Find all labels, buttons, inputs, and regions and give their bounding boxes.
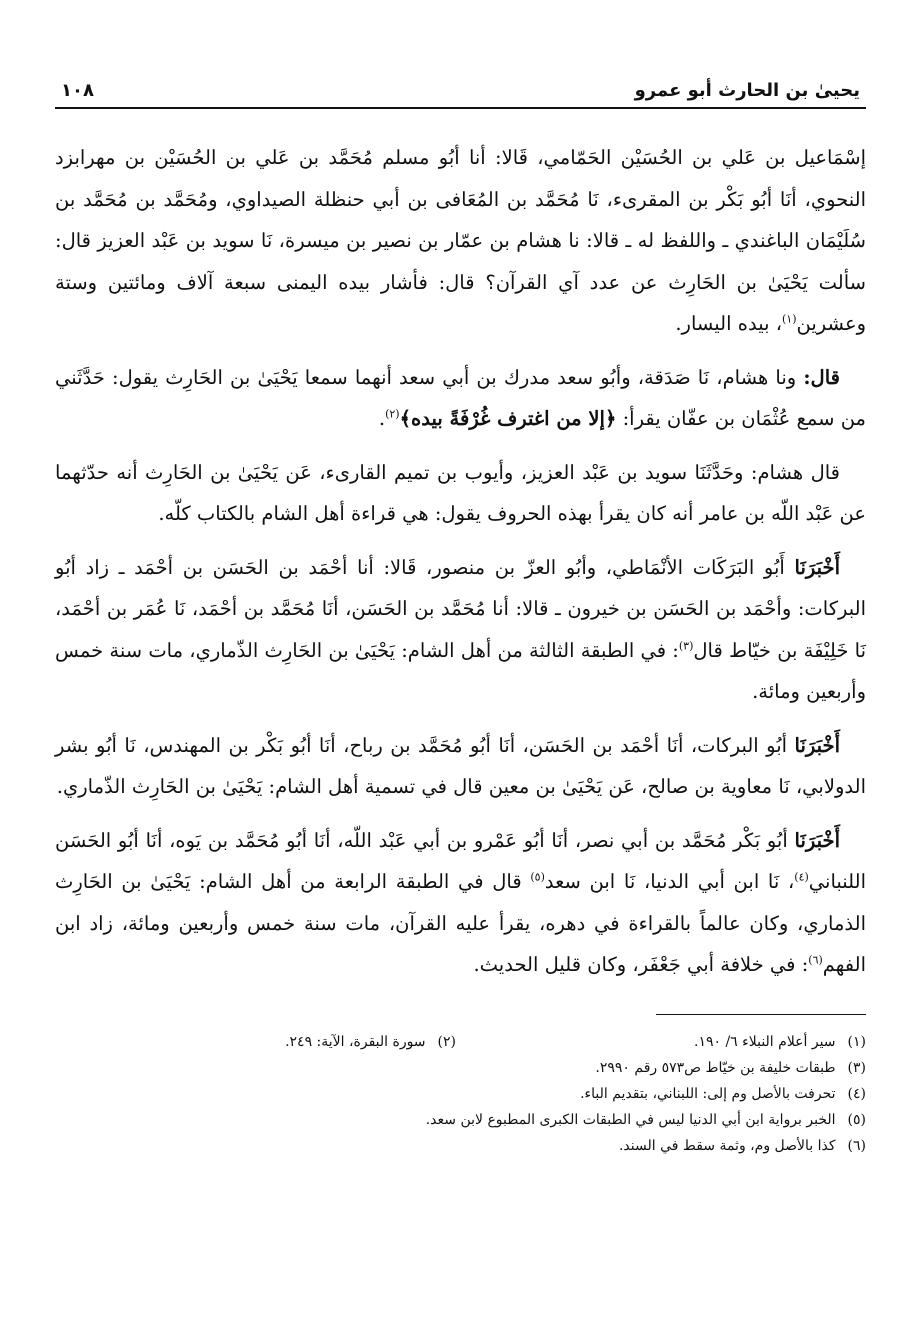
paragraph-lead: أَخْبَرَنَا — [794, 733, 840, 757]
paragraph-5 — [55, 725, 866, 808]
footnote-ref: (٣) — [678, 639, 694, 652]
footnote-row — [55, 1029, 866, 1055]
footnote-text: سورة البقرة، الآية: ٢٤٩. — [285, 1033, 426, 1050]
footnote-number: (٢) — [437, 1033, 456, 1050]
paragraph-text: ، نَا ابن أبي الدنيا، نَا ابن سعد — [544, 870, 795, 893]
footnote-ref: (١) — [782, 312, 797, 326]
footnote-6 — [619, 1133, 866, 1159]
footnote-text: كذا بالأصل وم، وثمة سقط في السند. — [618, 1137, 836, 1154]
paragraph-6 — [55, 820, 866, 986]
footnote-text: سير أعلام النبلاء ٦/ ١٩٠. — [693, 1033, 836, 1050]
paragraph-text: قال في الطبقة الرابعة من أهل الشام: يَحْيَىٰ بن الحَارِث الذماري، وكان عالماً بالقراءة في دهره، يقرأ عليه القرآن، مات سنة خمس وأربعين ومائة، زاد ابن الفهم — [55, 870, 866, 976]
paragraph-text: قال هشام: وحَدَّثَنَا سويد بن عَبْد العزيز، وأيوب بن تميم القارىء، عَن يَحْيَىٰ بن الحَارِث أنه حدّثهما عن عَبْد اللّه بن عامر أنه كان يقرأ بهذه الحروف يقول: هي قراءة أهل الشام بالكتاب كلّه. — [55, 460, 866, 525]
footnote-ref: (٦) — [808, 953, 823, 967]
footnote-row — [55, 1055, 866, 1081]
paragraph-4 — [55, 547, 866, 713]
footnote-row — [55, 1081, 866, 1107]
paragraph-2 — [55, 357, 866, 440]
footnote-4 — [580, 1081, 866, 1107]
paragraph-lead: أَخْبَرَنَا — [794, 828, 840, 852]
footnote-text: طبقات خليفة بن خيّاط ص٥٧٣ رقم ٢٩٩٠. — [595, 1059, 836, 1076]
page-number: ١٠٨ — [61, 80, 94, 101]
header-rule — [55, 107, 866, 109]
footnote-row — [55, 1107, 866, 1133]
main-text — [55, 137, 866, 986]
footnote-text: تحرفت بالأصل وم إلى: اللبناني، بتقديم الباء. — [580, 1085, 836, 1102]
footnote-number: (٣) — [847, 1059, 866, 1076]
running-title: يحيىٰ بن الحارث أبو عمرو — [634, 80, 860, 101]
footnote-row — [55, 1133, 866, 1159]
page-header — [55, 80, 866, 107]
paragraph-tail: : في الطبقة الثالثة من أهل الشام: يَحْيَىٰ بن الحَارِث الذّماري، مات سنة خمس وأربعين ومائة. — [55, 638, 866, 703]
footnote-5 — [426, 1107, 866, 1133]
footnote-ref: (٢) — [385, 407, 400, 421]
paragraph-text: أبُو بَكْر مُحَمَّد بن أبي نصر، أنَا أبُو عَمْرو بن أبي عَبْد اللّه، أنَا أبُو مُحَمَّد بن يَوه، أنَا أبُو الحَسَن اللنباني — [55, 828, 866, 893]
footnote-text: الخبر برواية ابن أبي الدنيا ليس في الطبقات الكبرى المطبوع لابن سعد. — [425, 1111, 836, 1128]
paragraph-text: إسْمَاعيل بن عَلي بن الحُسَيْن الحَمّامي، قَالا: أنا أبُو مسلم مُحَمَّد بن عَلي بن الحُسَيْن بن مهرابزد النحوي، أنَا أبُو بَكْر بن المقرىء، نَا مُحَمَّد بن المُعَافى بن أبي حنظلة الصيداوي، ومُحَمَّد بن مُحَمَّد بن سُلَيْمَان الباغندي ـ واللفظ له ـ قالا: نا هشام بن عمّار بن نصير بن ميسرة، نَا سويد بن عَبْد العزيز قال: سألت يَحْيَىٰ بن الحَارِث عن عدد آي القرآن؟ قال: فأشار بيده اليمنى سبعة آلاف ومائتين وستة وعشرين — [55, 146, 866, 335]
footnote-number: (٥) — [847, 1111, 866, 1128]
paragraph-lead: أَخْبَرَنَا — [794, 555, 840, 579]
footnote-2 — [285, 1029, 456, 1055]
footnote-ref: (٤) — [794, 870, 809, 884]
paragraph-text: أبُو البركات، أنَا أحْمَد بن الحَسَن، أنَا أبُو مُحَمَّد بن رباح، أنَا أبُو بَكْر بن المهندس، نَا أبُو بشر الدولابي، نَا معاوية بن صالح، عَن يَحْيَىٰ بن معين قال في تسمية أهل الشام: يَحْيَىٰ بن الحَارِث الذّماري. — [55, 733, 866, 798]
footnote-number: (٤) — [847, 1085, 866, 1102]
paragraph-tail: ، بيده اليسار. — [675, 312, 782, 335]
paragraph-3 — [55, 452, 866, 535]
footnote-number: (٦) — [847, 1137, 866, 1154]
paragraph-1 — [55, 137, 866, 345]
footnote-ref: (٥) — [530, 870, 545, 884]
footnote-number: (١) — [847, 1033, 866, 1050]
paragraph-tail: . — [378, 407, 386, 430]
footnotes — [55, 1029, 866, 1159]
paragraph-tail: : في خلافة أبي جَعْفَر، وكان قليل الحديث. — [473, 953, 809, 976]
footnote-3 — [595, 1055, 866, 1081]
footnote-1 — [456, 1029, 866, 1055]
quran-quote: ﴿إلا من اغترف غُرْفَةً بيده﴾ — [399, 407, 617, 430]
paragraph-lead: قال: — [803, 365, 840, 389]
footnote-rule — [656, 1014, 866, 1015]
paragraph-text: أَبُو البَرَكَات الأنْمَاطي، وأبُو العزّ بن منصور، قَالا: أنا أحْمَد بن الحَسَن بن أحْمَد ـ زاد أبُو البركات: وأحْمَد بن الحَسَن بن خيرون ـ قالا: أنا مُحَمَّد بن الحَسَن، أنَا مُحَمَّد بن أحْمَد، نَا عُمَر بن أحْمَد، نَا خَلِيْفَة بن خيّاط قال — [55, 555, 866, 662]
paragraph-text: ونا هشام، نَا صَدَقة، وأبُو سعد مدرك بن أبي سعد أنهما سمعا يَحْيَىٰ بن الحَارِث يقول: حَدَّثَني من سمع عُثْمَان بن عفّان يقرأ: — [55, 365, 866, 430]
